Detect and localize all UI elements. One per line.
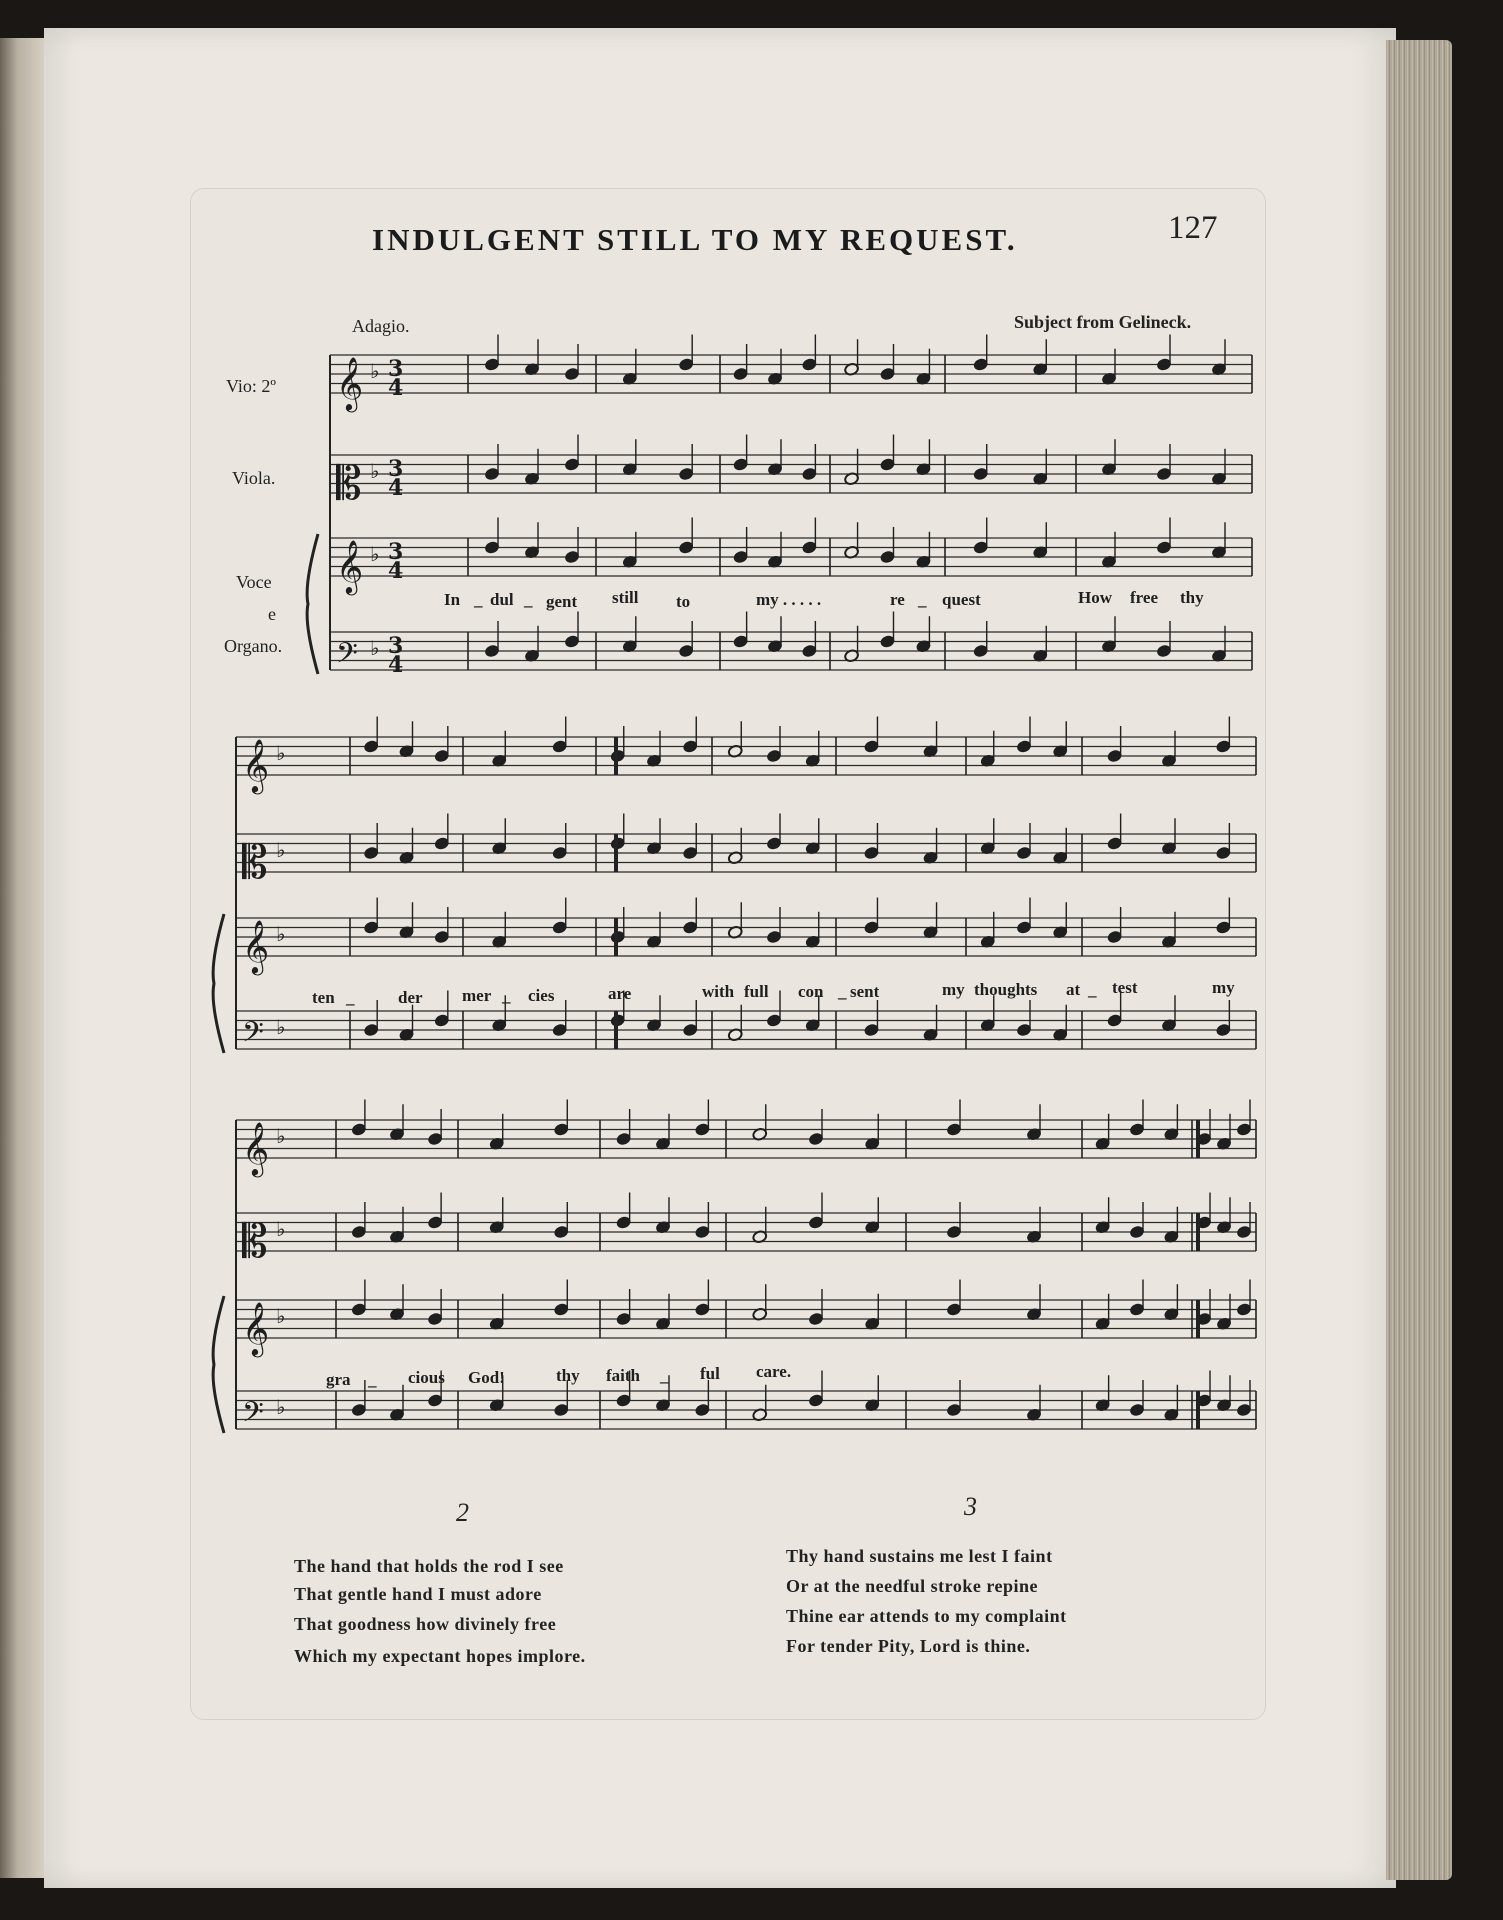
clef-symbol: 𝄞 <box>242 1121 270 1175</box>
lyric-syllable: thoughts <box>974 980 1038 999</box>
lyric-syllable: with <box>702 982 735 1001</box>
clef-symbol: 𝄞 <box>336 539 364 593</box>
instrument-organo: Organo. <box>224 636 283 656</box>
lyric-syllable: cies <box>528 986 555 1005</box>
lyric-syllable: thy <box>1180 588 1204 607</box>
instrument-violin2: Vio: 2º <box>226 376 277 396</box>
lyric-syllable: ten <box>312 988 335 1007</box>
lyric-syllable: con <box>798 982 824 1001</box>
lyric-hyphen: _ <box>660 1366 669 1385</box>
clef-symbol: 𝄡 <box>242 1214 268 1268</box>
verse-line: Or at the needful stroke repine <box>786 1576 1038 1596</box>
lyric-hyphen: _ <box>368 1370 377 1389</box>
clef-symbol: 𝄡 <box>336 456 362 510</box>
lyric-hyphen: _ <box>502 986 511 1005</box>
instrument-viola: Viola. <box>232 468 276 488</box>
clef-symbol: 𝄢 <box>242 1396 264 1436</box>
instrument-e: e <box>268 604 276 624</box>
verse-line: The hand that holds the rod I see <box>294 1556 564 1576</box>
verse-line: That goodness how divinely free <box>294 1614 557 1634</box>
lyric-syllable: sent <box>850 982 880 1001</box>
lyric-hyphen: _ <box>838 982 847 1001</box>
lyric-syllable: test <box>1112 978 1138 997</box>
lyric-syllable: mer <box>462 986 492 1005</box>
lyric-syllable: my . . . . . <box>756 590 822 609</box>
clef-symbol: 𝄞 <box>336 356 364 410</box>
clef-symbol: 𝄞 <box>242 738 270 792</box>
flat-key-signature: ♭ <box>276 922 286 946</box>
lyric-syllable: der <box>398 988 423 1007</box>
verse-line: That gentle hand I must adore <box>294 1584 542 1604</box>
lyric-syllable: at <box>1066 980 1081 999</box>
time-signature-numerator: 3 <box>388 633 404 659</box>
lyric-syllable: full <box>744 982 769 1001</box>
clef-symbol: 𝄢 <box>242 1016 264 1056</box>
verse-line: Thine ear attends to my complaint <box>786 1606 1067 1626</box>
lyric-syllable: How <box>1078 588 1112 607</box>
flat-key-signature: ♭ <box>276 1304 286 1328</box>
lyric-syllable: free <box>1130 588 1158 607</box>
flat-key-signature: ♭ <box>370 459 380 483</box>
system-brace <box>213 1296 224 1433</box>
lyric-syllable: ful <box>700 1364 720 1383</box>
verse-number-3: 3 <box>964 1492 977 1521</box>
lyric-hyphen: _ <box>474 590 483 609</box>
verse-number-2: 2 <box>456 1498 469 1527</box>
time-signature-numerator: 3 <box>388 456 404 482</box>
lyric-syllable: dul <box>490 590 514 609</box>
lyric-syllable: care. <box>756 1362 792 1381</box>
lyric-syllable: faith <box>606 1366 640 1385</box>
flat-key-signature: ♭ <box>370 636 380 660</box>
flat-key-signature: ♭ <box>276 1217 286 1241</box>
flat-key-signature: ♭ <box>276 838 286 862</box>
flat-key-signature: ♭ <box>276 1124 286 1148</box>
lyric-syllable: thy <box>556 1366 580 1385</box>
lyric-syllable: still <box>612 588 639 607</box>
lyric-syllable: cious <box>408 1368 445 1387</box>
instrument-voce: Voce <box>236 572 272 592</box>
clef-symbol: 𝄡 <box>242 835 268 889</box>
lyric-syllable: quest <box>942 590 981 609</box>
clef-symbol: 𝄢 <box>336 637 358 677</box>
lyric-syllable: re <box>890 590 905 609</box>
lyric-hyphen: _ <box>524 590 533 609</box>
time-signature-numerator: 3 <box>388 539 404 565</box>
system-brace <box>307 534 318 674</box>
clef-symbol: 𝄞 <box>242 919 270 973</box>
lyric-syllable: gra <box>326 1370 351 1389</box>
time-signature-denominator: 4 <box>388 652 404 678</box>
time-signature-denominator: 4 <box>388 558 404 584</box>
lyric-syllable: God! <box>468 1368 505 1387</box>
verse-line: For tender Pity, Lord is thine. <box>786 1636 1031 1656</box>
lyric-hyphen: _ <box>346 988 355 1007</box>
attribution: Subject from Gelineck. <box>1014 312 1192 332</box>
lyric-syllable: In <box>444 590 461 609</box>
lyric-syllable: my <box>942 980 965 999</box>
flat-key-signature: ♭ <box>276 741 286 765</box>
lyric-hyphen: _ <box>1088 980 1097 999</box>
lyric-syllable: my <box>1212 978 1235 997</box>
flat-key-signature: ♭ <box>276 1015 286 1039</box>
song-title: INDULGENT STILL TO MY REQUEST. <box>372 222 1018 257</box>
clef-symbol: 𝄞 <box>242 1301 270 1355</box>
time-signature-numerator: 3 <box>388 356 404 382</box>
verse-line: Thy hand sustains me lest I faint <box>786 1546 1053 1566</box>
time-signature-denominator: 4 <box>388 475 404 501</box>
lyric-syllable: are <box>608 984 632 1003</box>
flat-key-signature: ♭ <box>276 1395 286 1419</box>
flat-key-signature: ♭ <box>370 542 380 566</box>
system-brace <box>213 914 224 1053</box>
lyric-syllable: to <box>676 592 691 611</box>
tempo-marking: Adagio. <box>352 316 410 336</box>
lyric-syllable: gent <box>546 592 578 611</box>
lyric-hyphen: _ <box>918 590 927 609</box>
page-number: 127 <box>1168 210 1218 246</box>
flat-key-signature: ♭ <box>370 359 380 383</box>
verse-line: Which my expectant hopes implore. <box>294 1646 586 1666</box>
time-signature-denominator: 4 <box>388 375 404 401</box>
